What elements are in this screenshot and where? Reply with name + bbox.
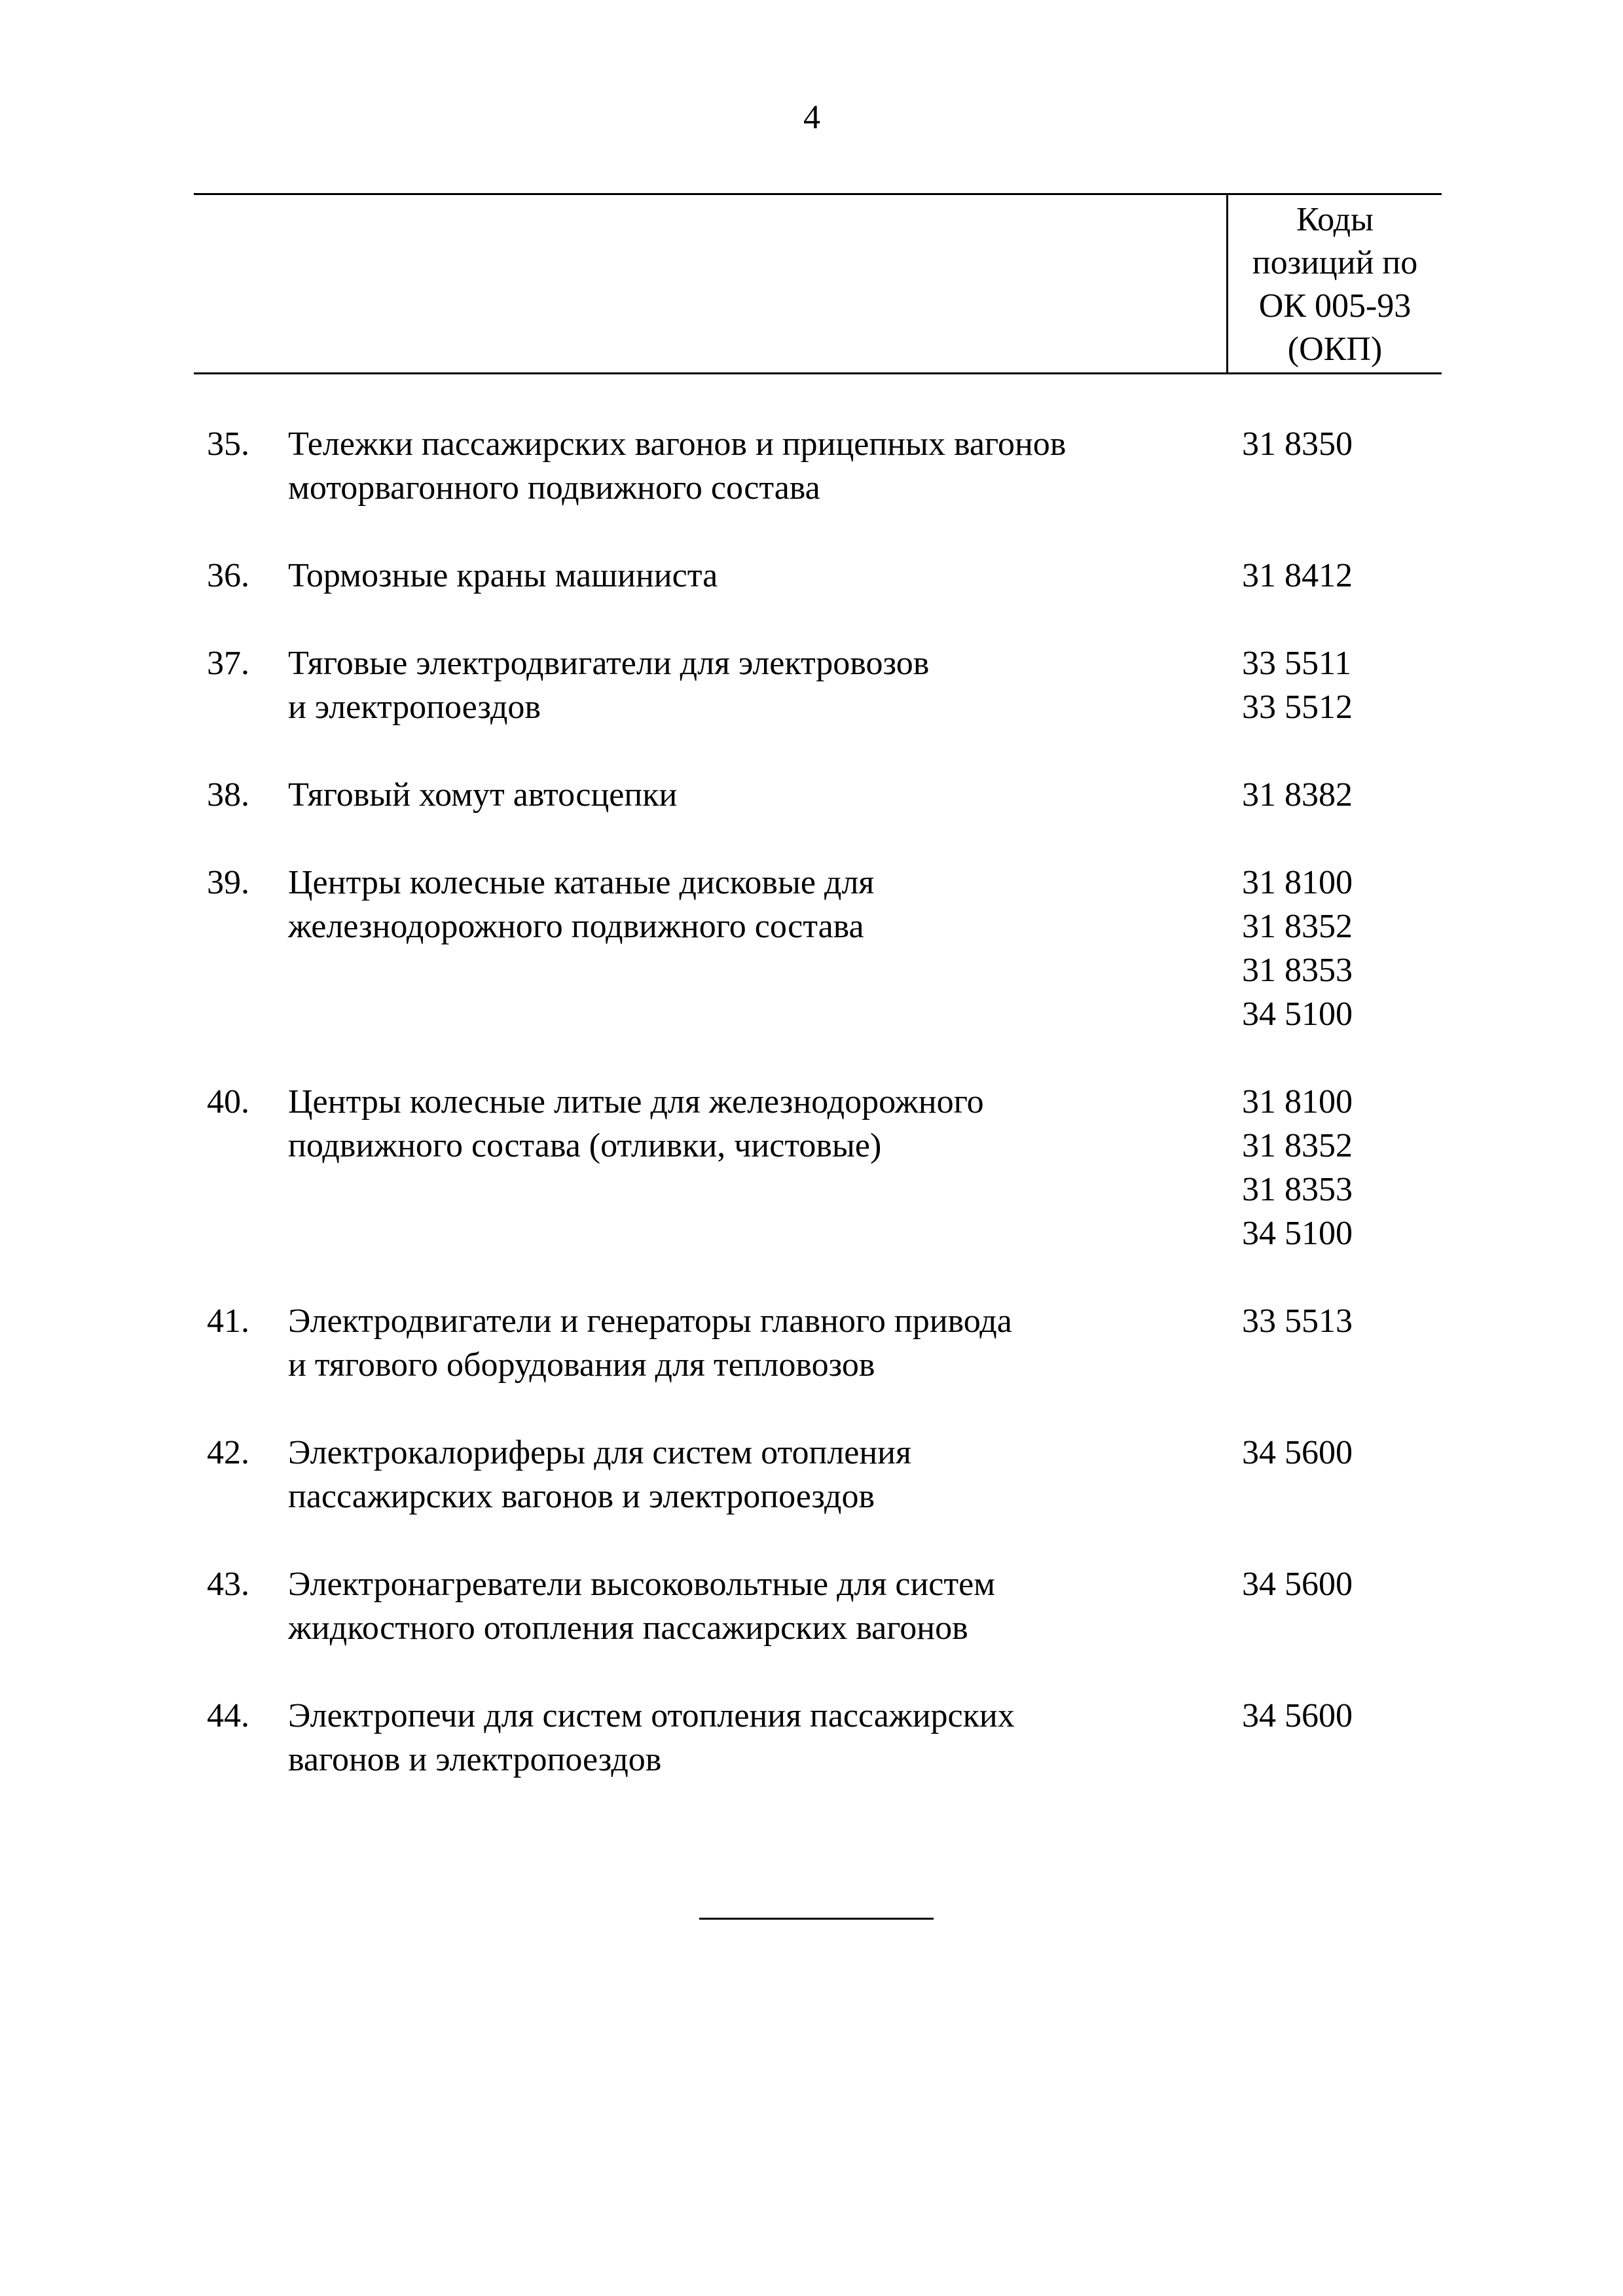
item-code: 31 8350 [1242,425,1353,463]
page-number: 4 [803,99,820,136]
list-item [0,554,1623,598]
item-number: 44. [207,1697,249,1734]
item-code: 33 5512 [1242,689,1353,726]
codes-header-line: позиций по [1252,244,1418,281]
item-codes [1242,1694,1438,1738]
item-description-line: Электропечи для систем отопления пассажирских [288,1697,1015,1734]
list-item [0,1299,1623,1387]
list-item [0,641,1623,729]
item-description [288,1562,1205,1650]
list-item [0,1562,1623,1650]
item-code: 34 5600 [1242,1434,1353,1471]
item-codes [1242,773,1438,817]
item-number: 39. [207,864,249,901]
end-of-document-rule [699,1918,934,1920]
item-code: 31 8412 [1242,557,1353,594]
item-description-line: железнодорожного подвижного состава [288,908,864,945]
table-header-top-rule [194,193,1442,195]
item-codes [1242,1431,1438,1475]
codes-header-line: (ОКП) [1287,331,1383,368]
item-description-line: Электродвигатели и генераторы главного привода [288,1302,1012,1340]
item-code: 31 8353 [1242,1171,1353,1208]
item-code: 34 5100 [1242,996,1353,1033]
item-description-line [288,1211,1205,1255]
item-codes [1242,1299,1438,1343]
list-item [0,773,1623,817]
item-number: 36. [207,557,249,594]
item-description [288,1299,1205,1387]
item-code: 33 5513 [1242,1302,1353,1340]
list-item [0,422,1623,510]
item-description [288,422,1205,510]
item-codes [1242,1562,1438,1606]
item-code: 31 8382 [1242,776,1353,814]
item-code: 31 8352 [1242,1127,1353,1164]
item-codes [1242,422,1438,466]
item-description-line [288,948,1205,992]
item-description-line [288,992,1205,1036]
item-code: 34 5100 [1242,1215,1353,1252]
item-code: 31 8353 [1242,952,1353,989]
item-code: 33 5511 [1242,645,1352,682]
codes-header-line: ОК 005-93 [1258,287,1412,325]
item-description-line: Центры колесные катаные дисковые для [288,864,875,901]
item-code: 31 8352 [1242,908,1353,945]
item-description-line: Тормозные краны машиниста [288,557,718,594]
item-number: 37. [207,645,249,682]
list-item [0,1080,1623,1255]
item-code: 34 5600 [1242,1697,1353,1734]
item-number: 38. [207,776,249,814]
item-number: 41. [207,1302,249,1340]
item-description-line: и электропоездов [288,689,541,726]
item-code: 31 8100 [1242,1083,1353,1121]
item-description-line: Тележки пассажирских вагонов и прицепных вагонов [288,425,1067,463]
item-description [288,1080,1205,1255]
item-description-line: моторвагонного подвижного состава [288,469,820,507]
list-item [0,1431,1623,1518]
list-item [0,861,1623,1036]
item-description-line: Тяговый хомут автосцепки [288,776,678,814]
item-description [288,1694,1205,1782]
codes-header-line: Коды [1296,201,1374,238]
item-description-line: подвижного состава (отливки, чистовые) [288,1127,882,1164]
item-codes [1242,1080,1438,1255]
item-description [288,641,1205,729]
item-number: 40. [207,1083,249,1121]
item-description-line: и тягового оборудования для тепловозов [288,1346,875,1384]
items-list [0,422,1623,1825]
item-codes [1242,861,1438,1036]
item-description-line: Тяговые электродвигатели для электровозов [288,645,930,682]
item-description-line: Электрокалориферы для систем отопления [288,1434,911,1471]
item-codes [1242,554,1438,598]
item-description-line: Центры колесные литые для железнодорожного [288,1083,984,1121]
item-description [288,1431,1205,1518]
item-description-line: жидкостного отопления пассажирских вагонов [288,1609,968,1647]
item-codes [1242,641,1438,729]
item-description-line: Электронагреватели высоковольтные для систем [288,1566,996,1603]
item-description-line: пассажирских вагонов и электропоездов [288,1478,875,1515]
item-description [288,773,1205,817]
item-description [288,554,1205,598]
item-description [288,861,1205,1036]
item-code: 34 5600 [1242,1566,1353,1603]
item-description-line: вагонов и электропоездов [288,1741,662,1778]
item-number: 43. [207,1566,249,1603]
list-item [0,1694,1623,1782]
table-header-bottom-rule [194,372,1442,374]
codes-column-header [1228,198,1442,371]
item-number: 35. [207,425,249,463]
item-description-line [288,1168,1205,1211]
item-code: 31 8100 [1242,864,1353,901]
item-number: 42. [207,1434,249,1471]
